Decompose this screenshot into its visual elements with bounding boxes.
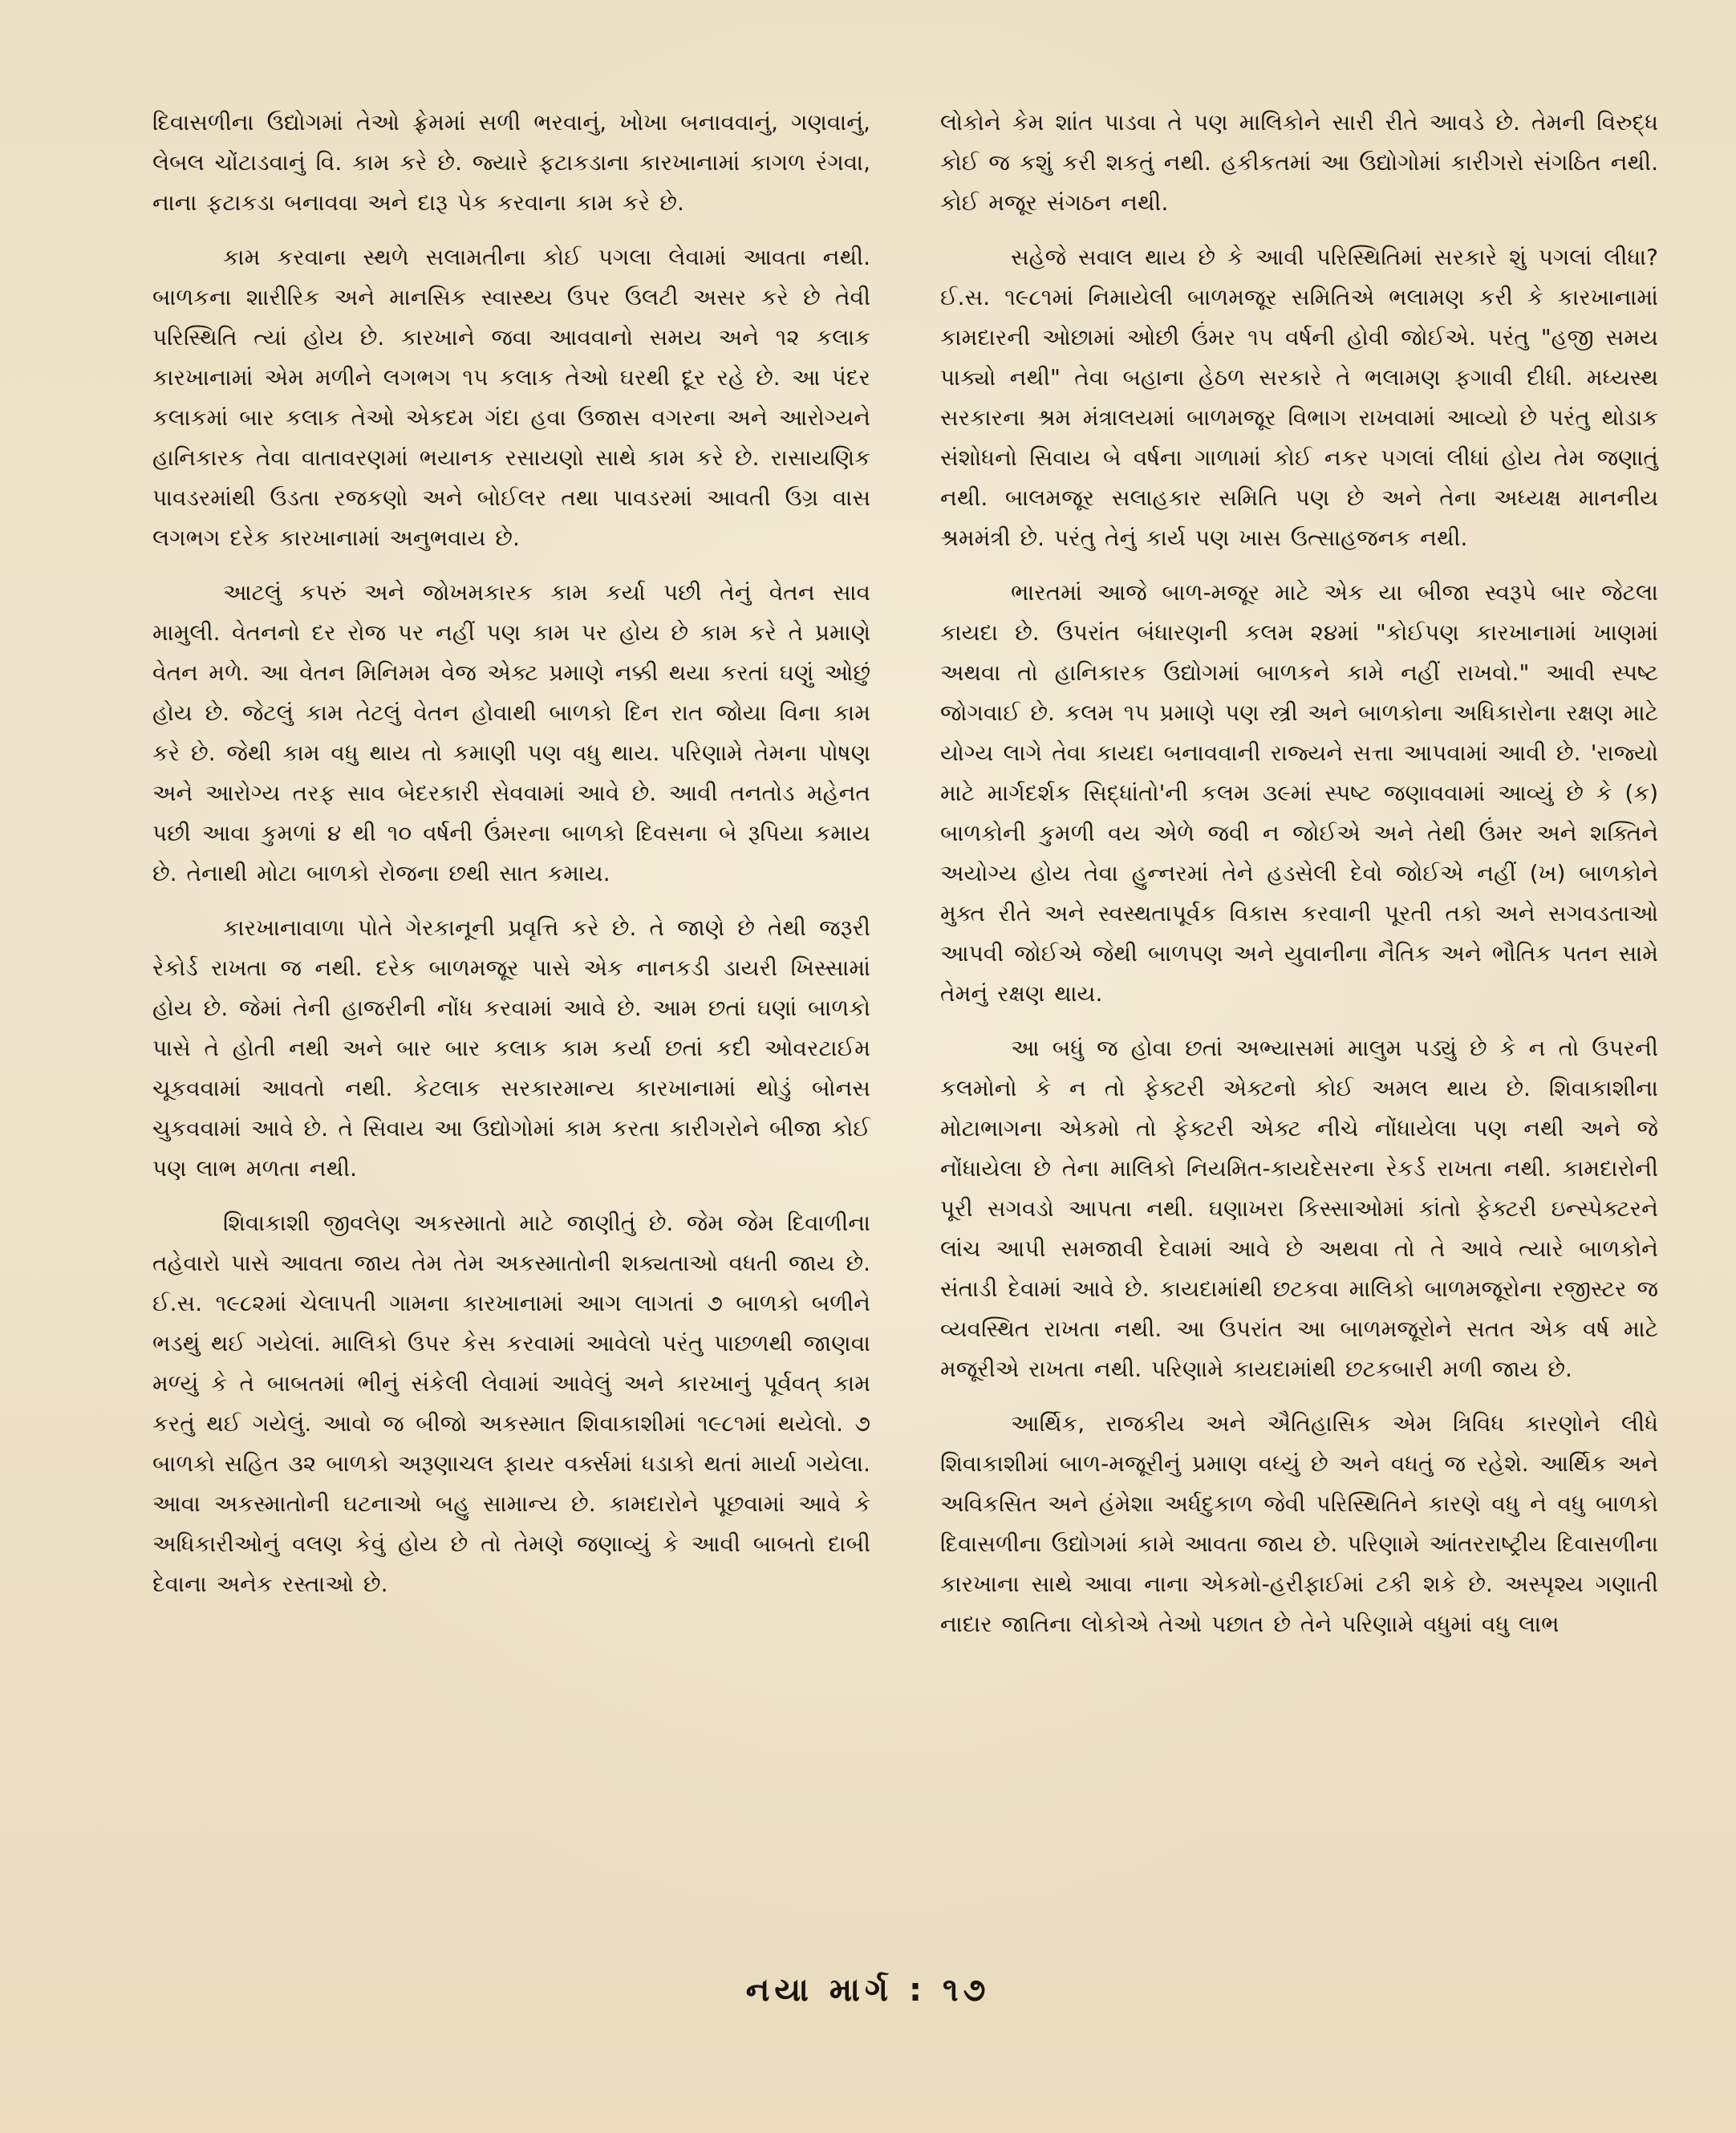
right-paragraph-4: આ બધું જ હોવા છતાં અભ્યાસમાં માલુમ પડ્યું છે કે ન તો ઉપરની કલમોનો કે ન તો ફેક્ટરી એક્ટનો કોઈ અમલ થાય છે. શિવાકાશીના મોટાભાગના એકમો તો ફેક્ટરી એક્ટ નીચે નોંધાયેલા પણ નથી અને જે નોંધાયેલા છે તેના માલિકો નિયમિત-કાયદેસરના રેકર્ડ રાખતા નથી. કામદારોની પૂરી સગવડો આપતા નથી. ઘણાખરા કિસ્સાઓમાં કાંતો ફેક્ટરી ઇન્સ્પેક્ટરને લાંચ આપી સમજાવી દેવામાં આવે છે અથવા તો તે આવે ત્યારે બાળકોને સંતાડી દેવામાં આવે છે. કાયદામાંથી છટકવા માલિકો બાળમજૂરોના રજીસ્ટર જ વ્યવસ્થિત રાખતા નથી. આ ઉપરાંત આ બાળમજૂરોને સતત એક વર્ષ માટે મજૂરીએ રાખતા નથી. પરિણામે કાયદામાંથી છટકબારી મળી જાય છે.: [940, 1035, 1658, 1382]
left-paragraph-4: કારખાનાવાળા પોતે ગેરકાનૂની પ્રવૃત્તિ કરે છે. તે જાણે છે તેથી જરૂરી રેકોર્ડ રાખતા જ નથી. દરેક બાળમજૂર પાસે એક નાનકડી ડાયરી ખિસ્સામાં હોય છે. જેમાં તેની હાજરીની નોંધ કરવામાં આવે છે. આમ છતાં ઘણાં બાળકો પાસે તે હોતી નથી અને બાર બાર કલાક કામ કર્યા છતાં કદી ઓવરટાઈમ ચૂકવવામાં આવતો નથી. કેટલાક સરકારમાન્ય કારખાનામાં થોડું બોનસ ચુકવવામાં આવે છે. તે સિવાય આ ઉદ્યોગોમાં કામ કરતા કારીગરોને બીજા કોઈ પણ લાભ મળતા નથી.: [152, 914, 870, 1182]
left-paragraph-2: કામ કરવાના સ્થળે સલામતીના કોઈ પગલા લેવામાં આવતા નથી. બાળકના શારીરિક અને માનસિક સ્વાસ્થ્ય ઉપર ઉલટી અસર કરે છે તેવી પરિસ્થિતિ ત્યાં હોય છે. કારખાને જવા આવવાનો સમય અને ૧૨ કલાક કારખાનામાં એમ મળીને લગભગ ૧૫ કલાક તેઓ ઘરથી દૂર રહે છે. આ પંદર કલાકમાં બાર કલાક તેઓ એકદમ ગંદા હવા ઉજાસ વગરના અને આરોગ્યને હાનિકારક તેવા વાતાવરણમાં ભયાનક રસાયણો સાથે કામ કરે છે. રાસાયણિક પાવડરમાંથી ઉડતા રજકણો અને બોઈલર તથા પાવડરમાં આવતી ઉગ્ર વાસ લગભગ દરેક કારખાનામાં અનુભવાય છે.: [152, 244, 870, 551]
right-paragraph-1: લોકોને કેમ શાંત પાડવા તે પણ માલિકોને સારી રીતે આવડે છે. તેમની વિરુદ્ધ કોઈ જ કશું કરી શકતું નથી. હકીકતમાં આ ઉદ્યોગોમાં કારીગરો સંગઠિત નથી. કોઈ મજૂર સંગઠન નથી.: [940, 109, 1658, 216]
right-paragraph-3: ભારતમાં આજે બાળ-મજૂર માટે એક યા બીજા સ્વરૂપે બાર જેટલા કાયદા છે. ઉપરાંત બંધારણની કલમ ૨૪માં "કોઈપણ કારખાનામાં ખાણમાં અથવા તો હાનિકારક ઉદ્યોગમાં બાળકને કામે નહીં રાખવો." આવી સ્પષ્ટ જોગવાઈ છે. કલમ ૧૫ પ્રમાણે પણ સ્ત્રી અને બાળકોના અધિકારોના રક્ષણ માટે યોગ્ય લાગે તેવા કાયદા બનાવવાની રાજ્યને સત્તા આપવામાં આવી છે. 'રાજ્યો માટે માર્ગદર્શક સિદ્ધાંતો'ની કલમ ૩૯માં સ્પષ્ટ જણાવવામાં આવ્યું છે કે (ક) બાળકોની કુમળી વય એળે જવી ન જોઈએ અને તેથી ઉંમર અને શક્તિને અયોગ્ય હોય તેવા હુન્નરમાં તેને હડસેલી દેવો જોઈએ નહીં (ખ) બાળકોને મુક્ત રીતે અને સ્વસ્થતાપૂર્વક વિકાસ કરવાની પૂરતી તકો અને સગવડતાઓ આપવી જોઈએ જેથી બાળપણ અને યુવાનીના નૈતિક અને ભૌતિક પતન સામે તેમનું રક્ષણ થાય.: [940, 579, 1658, 1007]
right-paragraph-5: આર્થિક, રાજકીય અને ઐતિહાસિક એમ ત્રિવિધ કારણોને લીધે શિવાકાશીમાં બાળ-મજૂરીનું પ્રમાણ વધ્યું છે અને વધતું જ રહેશે. આર્થિક અને અવિકસિત અને હંમેશા અર્ધદુકાળ જેવી પરિસ્થિતિને કારણે વધુ ને વધુ બાળકો દિવાસળીના ઉદ્યોગમાં કામે આવતા જાય છે. પરિણામે આંતરરાષ્ટ્રીય દિવાસળીના કારખાના સાથે આવા નાના એકમો-હરીફાઈમાં ટકી શકે છે. અસ્પૃશ્ય ગણાતી નાદાર જાતિના લોકોએ તેઓ પછાત છે તેને પરિણામે વધુમાં વધુ લાભ: [940, 1410, 1658, 1637]
left-column: [152, 103, 870, 1619]
left-paragraph-3: આટલું કપરું અને જોખમકારક કામ કર્યા પછી તેનું વેતન સાવ મામુલી. વેતનનો દર રોજ પર નહીં પણ કામ પર હોય છે કામ કરે તે પ્રમાણે વેતન મળે. આ વેતન મિનિમમ વેજ એક્ટ પ્રમાણે નક્કી થયા કરતાં ઘણું ઓછું હોય છે. જેટલું કામ તેટલું વેતન હોવાથી બાળકો દિન રાત જોયા વિના કામ કરે છે. જેથી કામ વધુ થાય તો કમાણી પણ વધુ થાય. પરિણામે તેમના પોષણ અને આરોગ્ય તરફ સાવ બેદરકારી સેવવામાં આવે છે. આવી તનતોડ મહેનત પછી આવા કુમળાં ૪ થી ૧૦ વર્ષની ઉંમરના બાળકો દિવસના બે રૂપિયા કમાય છે. તેનાથી મોટા બાળકો રોજના છથી સાત કમાય.: [152, 579, 870, 886]
left-paragraph-1: દિવાસળીના ઉદ્યોગમાં તેઓ ફ્રેમમાં સળી ભરવાનું, ખોખા બનાવવાનું, ગણવાનું, લેબલ ચોંટાડવાનું વિ. કામ કરે છે. જ્યારે ફટાકડાના કારખાનામાં કાગળ રંગવા, નાના ફટાકડા બનાવવા અને દારૂ પેક કરવાના કામ કરે છે.: [152, 109, 870, 216]
right-column: [940, 103, 1658, 1659]
left-paragraph-5: શિવાકાશી જીવલેણ અકસ્માતો માટે જાણીતું છે. જેમ જેમ દિવાળીના તહેવારો પાસે આવતા જાય તેમ તેમ અકસ્માતોની શક્યતાઓ વધતી જાય છે. ઈ.સ. ૧૯૮૨માં ચેલાપતી ગામના કારખાનામાં આગ લાગતાં ૭ બાળકો બળીને ભડથું થઈ ગયેલાં. માલિકો ઉપર કેસ કરવામાં આવેલો પરંતુ પાછળથી જાણવા મળ્યું કે તે બાબતમાં ભીનું સંકેલી લેવામાં આવેલું અને કારખાનું પૂર્વવત્ કામ કરતું થઈ ગયેલું. આવો જ બીજો અકસ્માત શિવાકાશીમાં ૧૯૮૧માં થયેલો. ૭ બાળકો સહિત ૩૨ બાળકો અરૂણાચલ ફાયર વર્ક્સમાં ધડાકો થતાં માર્યા ગયેલા. આવા અકસ્માતોની ઘટનાઓ બહુ સામાન્ય છે. કામદારોને પૂછવામાં આવે કે અધિકારીઓનું વલણ કેવું હોય છે તો તેમણે જણાવ્યું કે આવી બાબતો દાબી દેવાના અનેક રસ્તાઓ છે.: [152, 1210, 870, 1597]
page-footer: નયા માર્ગ : ૧૭: [745, 1972, 991, 2009]
right-paragraph-2: સહેજે સવાલ થાય છે કે આવી પરિસ્થિતિમાં સરકારે શું પગલાં લીધા? ઈ.સ. ૧૯૮૧માં નિમાયેલી બાળમજૂર સમિતિએ ભલામણ કરી કે કારખાનામાં કામદારની ઓછામાં ઓછી ઉંમર ૧૫ વર્ષની હોવી જોઈએ. પરંતુ "હજી સમય પાક્યો નથી" તેવા બહાના હેઠળ સરકારે તે ભલામણ ફગાવી દીધી. મધ્યસ્થ સરકારના શ્રમ મંત્રાલયમાં બાળમજૂર વિભાગ રાખવામાં આવ્યો છે પરંતુ થોડાક સંશોધનો સિવાય બે વર્ષના ગાળામાં કોઈ નકર પગલાં લીધાં હોય તેમ જણાતું નથી. બાલમજૂર સલાહકાર સમિતિ પણ છે અને તેના અધ્યક્ષ માનનીય શ્રમમંત્રી છે. પરંતુ તેનું કાર્ય પણ ખાસ ઉત્સાહજનક નથી.: [940, 244, 1658, 551]
